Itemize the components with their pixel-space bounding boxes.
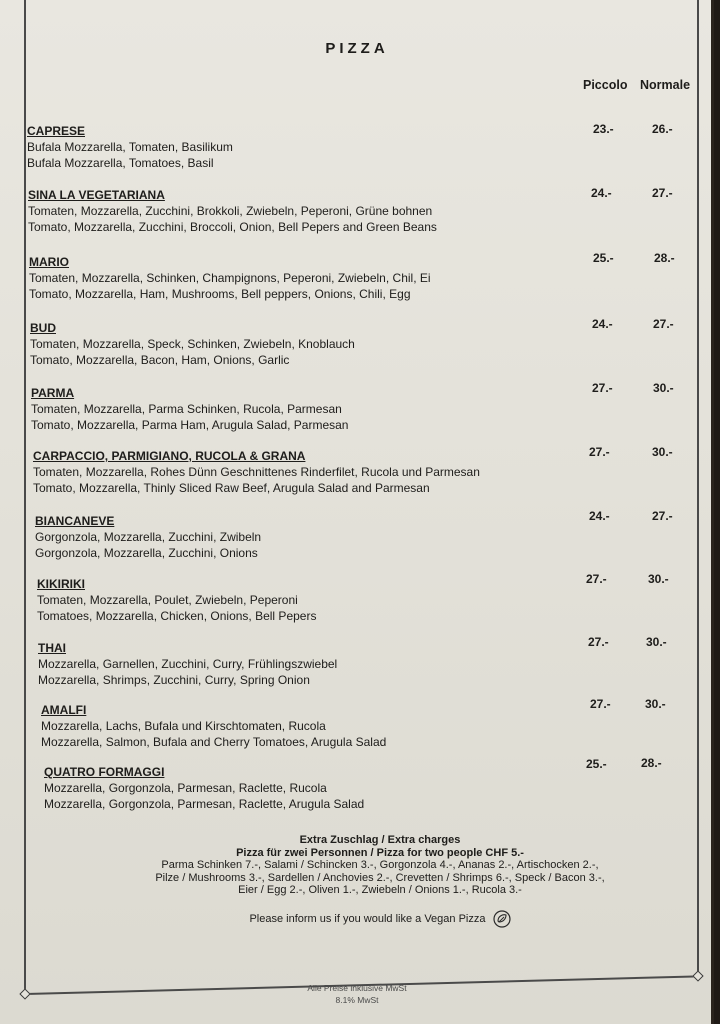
menu-item [29, 254, 589, 302]
item-name: BUD [30, 321, 56, 335]
item-name: QUATRO FORMAGGI [44, 765, 165, 779]
menu-item [35, 513, 595, 561]
price-normal: 30.- [652, 445, 673, 459]
menu-item [27, 123, 587, 171]
price-small: 24.- [592, 317, 613, 331]
item-description-de: Tomaten, Mozzarella, Rohes Dünn Geschnittenes Rinderfilet, Rucola und Parmesan [33, 465, 480, 479]
price-small: 25.- [586, 757, 607, 771]
item-description-de: Tomaten, Mozzarella, Parma Schinken, Rucola, Parmesan [31, 402, 342, 416]
menu-title: PIZZA [325, 40, 389, 57]
menu-item [41, 702, 601, 750]
price-small: 25.- [593, 251, 614, 265]
price-normal: 28.- [654, 251, 675, 265]
extras-line-1: Parma Schinken 7.-, Salami / Schincken 3.-, Gorgonzola 4.-, Ananas 2.-, Artischocken 2.-, [161, 859, 599, 871]
price-normal: 30.- [653, 381, 674, 395]
price-normal: 27.- [653, 317, 674, 331]
item-name: AMALFI [41, 703, 87, 717]
item-description-de: Tomaten, Mozzarella, Schinken, Champignons, Peperoni, Zwiebeln, Chil, Ei [29, 271, 431, 285]
price-normal: 27.- [652, 186, 673, 200]
item-description-de: Mozzarella, Gorgonzola, Parmesan, Raclette, Rucola [44, 781, 327, 795]
item-description-de: Tomaten, Mozzarella, Zucchini, Brokkoli, Zwiebeln, Peperoni, Grüne bohnen [28, 204, 433, 218]
item-description-de: Mozzarella, Garnellen, Zucchini, Curry, Frühlingszwiebel [38, 657, 338, 671]
item-description-en: Mozzarella, Gorgonzola, Parmesan, Raclette, Arugula Salad [44, 797, 365, 811]
extra-charges-block [80, 834, 680, 897]
item-description-en: Tomato, Mozzarella, Thinly Sliced Raw Beef, Arugula Salad and Parmesan [33, 481, 430, 495]
menu-item [28, 187, 588, 235]
price-small: 27.- [592, 381, 613, 395]
price-small: 27.- [586, 572, 607, 586]
item-description-en: Mozzarella, Salmon, Bufala and Cherry Tomatoes, Arugula Salad [41, 735, 387, 749]
item-description-en: Tomatoes, Mozzarella, Chicken, Onions, Bell Pepers [37, 609, 317, 623]
footer-vat-rate: 8.1% MwSt [335, 995, 379, 1005]
item-description-en: Tomato, Mozzarella, Bacon, Ham, Onions, Garlic [30, 353, 290, 367]
item-description-en: Bufala Mozzarella, Tomatoes, Basil [27, 156, 214, 170]
extras-two-people: Pizza für zwei Personnen / Pizza for two people CHF 5.- [236, 846, 524, 859]
item-description-en: Mozzarella, Shrimps, Zucchini, Curry, Spring Onion [38, 673, 310, 687]
price-normal: 30.- [646, 635, 667, 649]
footer-vat-included: Alle Preise inklusive MwSt [307, 983, 407, 993]
price-small: 27.- [590, 697, 611, 711]
price-small: 24.- [591, 186, 612, 200]
vegan-note [100, 910, 660, 928]
menu-item [37, 576, 597, 624]
price-small: 24.- [589, 509, 610, 523]
frame-right-line [697, 0, 699, 976]
item-name: MARIO [29, 255, 69, 269]
vegan-leaf-icon [493, 910, 511, 928]
price-small: 27.- [589, 445, 610, 459]
item-name: CARPACCIO, PARMIGIANO, RUCOLA & GRANA [33, 449, 306, 463]
item-description-en: Tomato, Mozzarella, Zucchini, Broccoli, Onion, Bell Pepers and Green Beans [28, 220, 437, 234]
item-description-en: Tomato, Mozzarella, Ham, Mushrooms, Bell peppers, Onions, Chili, Egg [29, 287, 411, 301]
item-description-en: Gorgonzola, Mozzarella, Zucchini, Onions [35, 546, 258, 560]
item-name: KIKIRIKI [37, 577, 85, 591]
price-normal: 28.- [641, 756, 662, 770]
item-description-de: Tomaten, Mozzarella, Poulet, Zwiebeln, Peperoni [37, 593, 298, 607]
item-description-de: Bufala Mozzarella, Tomaten, Basilikum [27, 140, 233, 154]
item-description-de: Tomaten, Mozzarella, Speck, Schinken, Zwiebeln, Knoblauch [30, 337, 355, 351]
extras-line-2: Pilze / Mushrooms 3.-, Sardellen / Anchovies 2.-, Crevetten / Shrimps 6.-, Speck / Bacon 3.-, [155, 871, 605, 884]
item-description-de: Gorgonzola, Mozzarella, Zucchini, Zwibeln [35, 530, 262, 544]
price-small: 23.- [593, 122, 614, 136]
item-name: PARMA [31, 386, 75, 400]
price-normal: 30.- [648, 572, 669, 586]
extras-line-3: Eier / Egg 2.-, Oliven 1.-, Zwiebeln / Onions 1.-, Rucola 3.- [238, 884, 522, 896]
frame-corner-diamond-icon [692, 970, 703, 981]
column-header-normal: Normale [640, 78, 691, 92]
menu-item [33, 448, 593, 496]
item-description-de: Mozzarella, Lachs, Bufala und Kirschtomaten, Rucola [41, 719, 326, 733]
item-name: CAPRESE [27, 124, 86, 138]
extras-heading: Extra Zuschlag / Extra charges [299, 834, 461, 846]
price-normal: 27.- [652, 509, 673, 523]
item-description-en: Tomato, Mozzarella, Parma Ham, Arugula Salad, Parmesan [31, 418, 349, 432]
menu-item [38, 640, 598, 688]
frame-left-line [24, 0, 26, 994]
menu-item [31, 385, 591, 433]
price-normal: 26.- [652, 122, 673, 136]
price-normal: 30.- [645, 697, 666, 711]
column-header-small: Piccolo [583, 78, 628, 92]
item-name: BIANCANEVE [35, 514, 115, 528]
menu-item [44, 764, 604, 812]
menu-item [30, 320, 590, 368]
vegan-note-text: Please inform us if you would like a Vegan Pizza [249, 912, 486, 925]
price-small: 27.- [588, 635, 609, 649]
item-name: SINA LA VEGETARIANA [28, 188, 165, 202]
item-name: THAI [38, 641, 66, 655]
